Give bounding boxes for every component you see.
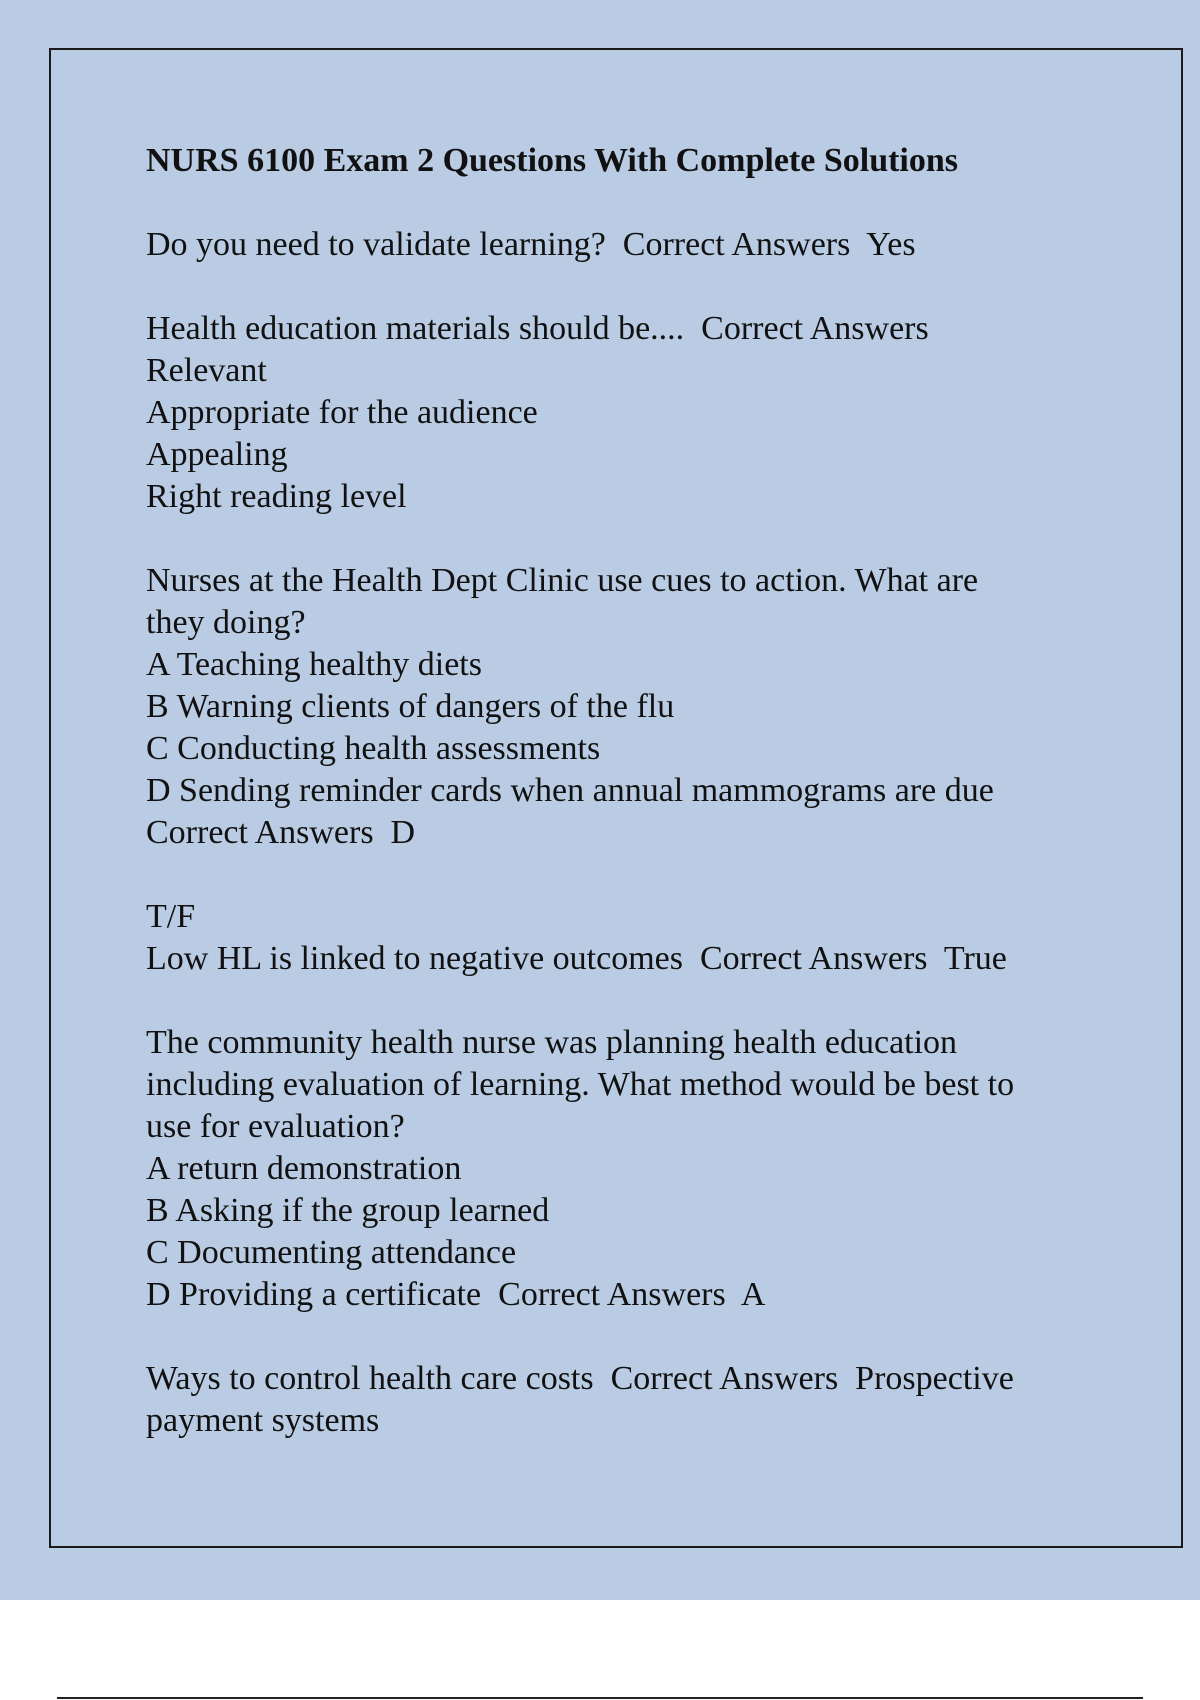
qa-line: Right reading level xyxy=(146,478,407,515)
qa-line: Correct Answers D xyxy=(146,814,416,851)
qa-line: B Warning clients of dangers of the flu xyxy=(146,688,675,725)
qa-line: they doing? xyxy=(146,604,306,641)
qa-line: A Teaching healthy diets xyxy=(146,646,482,683)
qa-line: Appealing xyxy=(146,436,288,473)
qa-line: A return demonstration xyxy=(146,1150,462,1187)
qa-line: Do you need to validate learning? Correct Answers Yes xyxy=(146,226,916,263)
qa-line: including evaluation of learning. What method would be best to xyxy=(146,1066,1015,1103)
qa-line: use for evaluation? xyxy=(146,1108,405,1145)
qa-item xyxy=(146,308,1106,518)
document-title: NURS 6100 Exam 2 Questions With Complete Solutions xyxy=(146,142,959,179)
qa-line: D Providing a certificate Correct Answers A xyxy=(146,1276,766,1313)
qa-line: Appropriate for the audience xyxy=(146,394,538,431)
qa-line: D Sending reminder cards when annual mammograms are due xyxy=(146,772,994,809)
qa-line: B Asking if the group learned xyxy=(146,1192,550,1229)
qa-line: C Documenting attendance xyxy=(146,1234,517,1271)
qa-line: Relevant xyxy=(146,352,267,389)
qa-item xyxy=(146,1022,1106,1316)
qa-line: Nurses at the Health Dept Clinic use cues to action. What are xyxy=(146,562,979,599)
qa-line: payment systems xyxy=(146,1402,380,1439)
qa-item xyxy=(146,224,1106,266)
qa-item xyxy=(146,896,1106,980)
qa-line: Health education materials should be.... Correct Answers xyxy=(146,310,929,347)
qa-line: Ways to control health care costs Correct Answers Prospective xyxy=(146,1360,1014,1397)
qa-item xyxy=(146,560,1106,854)
qa-item xyxy=(146,1358,1106,1442)
qa-line: T/F xyxy=(146,898,196,935)
footer-divider xyxy=(57,1697,1143,1699)
qa-line: The community health nurse was planning health education xyxy=(146,1024,958,1061)
qa-line: Low HL is linked to negative outcomes Correct Answers True xyxy=(146,940,1007,977)
document-content xyxy=(146,140,1106,1484)
qa-line: C Conducting health assessments xyxy=(146,730,601,767)
